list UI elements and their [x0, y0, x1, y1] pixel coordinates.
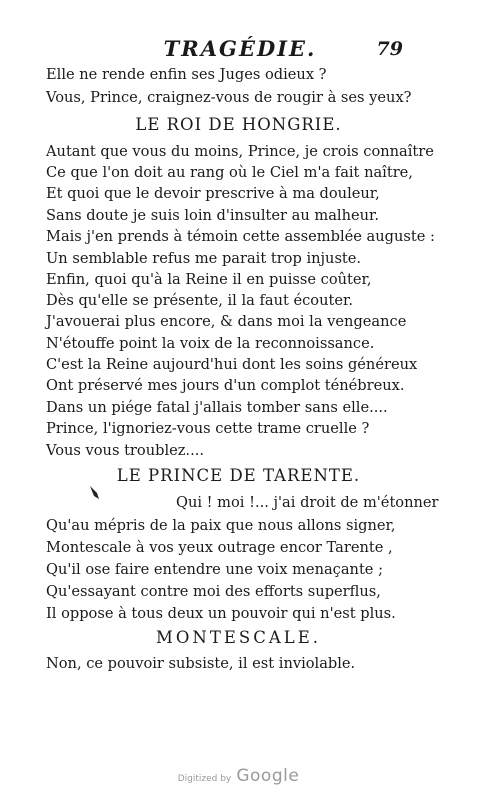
verse-line: Dès qu'elle se présente, il la faut écouter. [46, 292, 353, 309]
verse-line: Et quoi que le devoir prescrive à ma douleur, [46, 185, 380, 202]
verse-line: Vous, Prince, craignez-vous de rougir à ses yeux? [46, 89, 412, 106]
running-title: TRAGÉDIE. [163, 36, 317, 61]
verse-line: Prince, l'ignoriez-vous cette trame cruelle ? [46, 420, 370, 437]
verse-line: Qu'il ose faire entendre une voix menaçante ; [46, 561, 383, 578]
speaker-heading: LE PRINCE DE TARENTE. [116, 466, 361, 485]
verse-line: Autant que vous du moins, Prince, je crois connaître [46, 143, 434, 160]
google-brand: Google [236, 766, 300, 786]
digitized-label: Digitized by [177, 774, 232, 784]
verse-line: C'est la Reine aujourd'hui dont les soins généreux [46, 356, 418, 373]
verse-line: Qu'au mépris de la paix que nous allons signer, [46, 517, 396, 534]
verse-line: Ont préservé mes jours d'un complot ténébreux. [46, 377, 405, 394]
verse-line: Mais j'en prends à témoin cette assemblée auguste : [46, 228, 435, 245]
verse-line: N'étouffe point la voix de la reconnoissance. [46, 335, 375, 352]
verse-line: Sans doute je suis loin d'insulter au malheur. [46, 207, 380, 224]
verse-line: Qu'essayant contre moi des efforts superflus, [46, 583, 381, 600]
speaker-heading: MONTESCALE. [156, 628, 321, 647]
verse-line: Enfin, quoi qu'à la Reine il en puisse coûter, [46, 271, 372, 288]
verse-line: Il oppose à tous deux un pouvoir qui n'est plus. [46, 605, 396, 622]
digitization-watermark [0, 766, 477, 786]
verse-line: Dans un piége fatal j'allais tomber sans elle.... [46, 399, 388, 416]
verse-line: Montescale à vos yeux outrage encor Tarente , [46, 539, 393, 556]
page-number: 79 [376, 38, 403, 60]
verse-line: J'avouerai plus encore, & dans moi la vengeance [46, 313, 407, 330]
page-header [0, 36, 477, 66]
verse-line: Elle ne rende enfin ses Juges odieux ? [46, 66, 327, 83]
ink-blot-mark [88, 484, 102, 504]
speaker-heading: LE ROI DE HONGRIE. [135, 115, 342, 134]
verse-line: Qui ! moi !... j'ai droit de m'étonner [176, 494, 439, 511]
verse-line: Vous vous troublez.... [46, 442, 204, 459]
verse-line: Non, ce pouvoir subsiste, il est inviolable. [46, 655, 356, 672]
verse-line: Ce que l'on doit au rang où le Ciel m'a fait naître, [46, 164, 413, 181]
verse-line: Un semblable refus me parait trop injuste. [46, 250, 362, 267]
